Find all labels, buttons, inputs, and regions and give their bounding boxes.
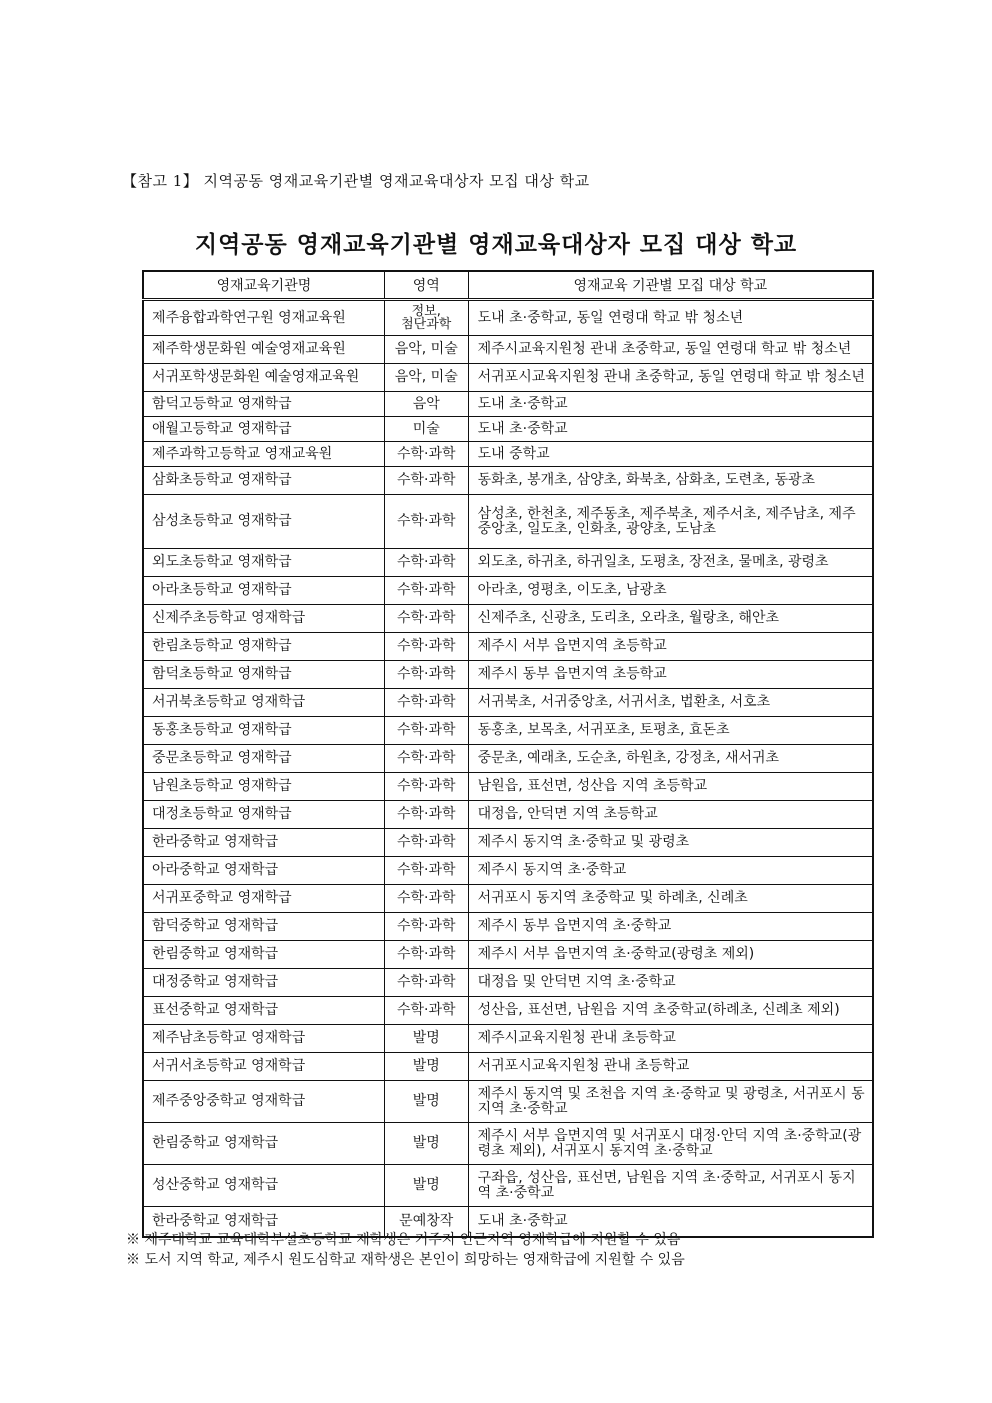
institution-cell: 아라초등학교 영재학급 bbox=[143, 577, 384, 605]
target-schools-cell: 성산읍, 표선면, 남원읍 지역 초중학교(하례초, 신례초 제외) bbox=[468, 997, 873, 1025]
target-schools-cell: 도내 초·중학교 bbox=[468, 392, 873, 417]
table-row bbox=[143, 689, 873, 717]
table-row bbox=[143, 773, 873, 801]
institution-cell: 성산중학교 영재학급 bbox=[143, 1165, 384, 1207]
institution-cell: 서귀서초등학교 영재학급 bbox=[143, 1053, 384, 1081]
target-schools-cell: 도내 초·중학교 bbox=[468, 1207, 873, 1237]
field-cell bbox=[384, 364, 468, 392]
institution-cell: 한라중학교 영재학급 bbox=[143, 1207, 384, 1237]
table-row bbox=[143, 633, 873, 661]
institution-cell: 제주과학고등학교 영재교육원 bbox=[143, 442, 384, 467]
institution-cell: 아라중학교 영재학급 bbox=[143, 857, 384, 885]
field-cell bbox=[384, 336, 468, 364]
institution-cell: 한림중학교 영재학급 bbox=[143, 1123, 384, 1165]
field-cell bbox=[384, 577, 468, 605]
field-label: 수학·과학 bbox=[396, 513, 456, 529]
table-row bbox=[143, 1053, 873, 1081]
field-label: 수학·과학 bbox=[396, 862, 456, 878]
table-row bbox=[143, 467, 873, 495]
field-label: 수학·과학 bbox=[396, 778, 456, 794]
target-schools-cell: 제주시 동지역 및 조천읍 지역 초·중학교 및 광령초, 서귀포시 동지역 초·중학교 bbox=[468, 1081, 873, 1123]
table-row bbox=[143, 605, 873, 633]
institution-cell: 애월고등학교 영재학급 bbox=[143, 417, 384, 442]
field-cell bbox=[384, 392, 468, 417]
target-schools-cell: 제주시 서부 읍면지역 및 서귀포시 대정·안덕 지역 초·중학교(광령초 제외), 서귀포시 동지역 초·중학교 bbox=[468, 1123, 873, 1165]
field-cell bbox=[384, 885, 468, 913]
field-label: 수학·과학 bbox=[396, 806, 456, 822]
target-schools-cell: 구좌읍, 성산읍, 표선면, 남원읍 지역 초·중학교, 서귀포시 동지역 초·중학교 bbox=[468, 1165, 873, 1207]
field-cell bbox=[384, 1123, 468, 1165]
field-cell bbox=[384, 605, 468, 633]
institution-cell: 삼화초등학교 영재학급 bbox=[143, 467, 384, 495]
target-schools-cell: 제주시 서부 읍면지역 초등학교 bbox=[468, 633, 873, 661]
table-row bbox=[143, 577, 873, 605]
institution-cell: 제주융합과학연구원 영재교육원 bbox=[143, 300, 384, 336]
target-schools-cell: 도내 초·중학교, 동일 연령대 학교 밖 청소년 bbox=[468, 300, 873, 336]
institution-cell: 함덕초등학교 영재학급 bbox=[143, 661, 384, 689]
field-cell bbox=[384, 857, 468, 885]
table-header-row bbox=[143, 271, 873, 300]
table-row bbox=[143, 442, 873, 467]
target-schools-cell: 서귀포시교육지원청 관내 초등학교 bbox=[468, 1053, 873, 1081]
institution-cell: 중문초등학교 영재학급 bbox=[143, 745, 384, 773]
institution-cell: 남원초등학교 영재학급 bbox=[143, 773, 384, 801]
field-label: 수학·과학 bbox=[396, 890, 456, 906]
target-schools-cell: 삼성초, 한천초, 제주동초, 제주북초, 제주서초, 제주남초, 제주중앙초, 일도초, 인화초, 광양초, 도남초 bbox=[468, 495, 873, 549]
institution-cell: 제주중앙중학교 영재학급 bbox=[143, 1081, 384, 1123]
field-label: 수학·과학 bbox=[396, 638, 456, 654]
institution-cell: 표선중학교 영재학급 bbox=[143, 997, 384, 1025]
field-label: 수학·과학 bbox=[396, 666, 456, 682]
field-label: 음악 bbox=[412, 395, 440, 412]
field-cell bbox=[384, 773, 468, 801]
footnote: ※ 도서 지역 학교, 제주시 원도심학교 재학생은 본인이 희망하는 영재학급에 지원할 수 있음 bbox=[126, 1252, 685, 1268]
field-label: 수학·과학 bbox=[396, 472, 456, 488]
institution-cell: 제주남초등학교 영재학급 bbox=[143, 1025, 384, 1053]
field-label: 문예창작 bbox=[399, 1212, 454, 1229]
field-label: 수학·과학 bbox=[396, 1002, 456, 1018]
field-label: 발명 bbox=[412, 1093, 440, 1109]
table-row bbox=[143, 549, 873, 577]
field-cell bbox=[384, 801, 468, 829]
target-schools-cell: 제주시 동부 읍면지역 초등학교 bbox=[468, 661, 873, 689]
target-schools-cell: 제주시 동지역 초·중학교 및 광령초 bbox=[468, 829, 873, 857]
field-label: 수학·과학 bbox=[396, 694, 456, 710]
field-label: 음악, 미술 bbox=[394, 369, 458, 385]
table-row bbox=[143, 913, 873, 941]
table-row bbox=[143, 661, 873, 689]
target-schools-cell: 동홍초, 보목초, 서귀포초, 토평초, 효돈초 bbox=[468, 717, 873, 745]
field-cell bbox=[384, 1165, 468, 1207]
institution-cell: 외도초등학교 영재학급 bbox=[143, 549, 384, 577]
institution-cell: 신제주초등학교 영재학급 bbox=[143, 605, 384, 633]
target-schools-cell: 중문초, 예래초, 도순초, 하원초, 강정초, 새서귀초 bbox=[468, 745, 873, 773]
target-schools-cell: 서귀포시 동지역 초중학교 및 하례초, 신례초 bbox=[468, 885, 873, 913]
field-cell bbox=[384, 829, 468, 857]
institution-cell: 동홍초등학교 영재학급 bbox=[143, 717, 384, 745]
header-field: 영역 bbox=[384, 271, 468, 300]
field-label: 미술 bbox=[412, 420, 440, 437]
table-row bbox=[143, 1081, 873, 1123]
table-row bbox=[143, 495, 873, 549]
table-row bbox=[143, 300, 873, 336]
reference-heading: 【참고 1】 지역공동 영재교육기관별 영재교육대상자 모집 대상 학교 bbox=[122, 172, 590, 190]
target-schools-cell: 아라초, 영평초, 이도초, 남광초 bbox=[468, 577, 873, 605]
field-label: 발명 bbox=[412, 1177, 440, 1193]
field-cell bbox=[384, 689, 468, 717]
field-cell bbox=[384, 913, 468, 941]
field-label: 발명 bbox=[412, 1030, 440, 1046]
table-row bbox=[143, 392, 873, 417]
footnote: ※ 제주대학교 교육대학부설초등학교 재학생은 거주지 인근지역 영재학급에 지원할 수 있음 bbox=[126, 1232, 681, 1248]
table-row bbox=[143, 717, 873, 745]
table-body bbox=[143, 300, 873, 1237]
footnotes bbox=[126, 1230, 685, 1270]
field-cell bbox=[384, 969, 468, 997]
field-label: 수학·과학 bbox=[396, 834, 456, 850]
table-row bbox=[143, 997, 873, 1025]
target-schools-cell: 대정읍, 안덕면 지역 초등학교 bbox=[468, 801, 873, 829]
recruitment-table bbox=[142, 270, 874, 1238]
target-schools-cell: 동화초, 봉개초, 삼양초, 화북초, 삼화초, 도련초, 동광초 bbox=[468, 467, 873, 495]
field-cell bbox=[384, 417, 468, 442]
field-label: 수학·과학 bbox=[396, 918, 456, 934]
target-schools-cell: 제주시 동지역 초·중학교 bbox=[468, 857, 873, 885]
target-schools-cell: 신제주초, 신광초, 도리초, 오라초, 월랑초, 해안초 bbox=[468, 605, 873, 633]
header-institution: 영재교육기관명 bbox=[143, 271, 384, 300]
institution-cell: 제주학생문화원 예술영재교육원 bbox=[143, 336, 384, 364]
field-cell bbox=[384, 997, 468, 1025]
field-cell bbox=[384, 661, 468, 689]
target-schools-cell: 남원읍, 표선면, 성산읍 지역 초등학교 bbox=[468, 773, 873, 801]
field-label: 수학·과학 bbox=[396, 946, 456, 962]
field-label: 수학·과학 bbox=[396, 974, 456, 990]
header-target-schools: 영재교육 기관별 모집 대상 학교 bbox=[468, 271, 873, 300]
field-cell bbox=[384, 495, 468, 549]
target-schools-cell: 도내 중학교 bbox=[468, 442, 873, 467]
target-schools-cell: 서귀북초, 서귀중앙초, 서귀서초, 법환초, 서호초 bbox=[468, 689, 873, 717]
target-schools-cell: 제주시교육지원청 관내 초중학교, 동일 연령대 학교 밖 청소년 bbox=[468, 336, 873, 364]
institution-cell: 서귀북초등학교 영재학급 bbox=[143, 689, 384, 717]
table-row bbox=[143, 1025, 873, 1053]
field-label: 수학·과학 bbox=[396, 554, 456, 570]
institution-cell: 한라중학교 영재학급 bbox=[143, 829, 384, 857]
target-schools-cell: 제주시교육지원청 관내 초등학교 bbox=[468, 1025, 873, 1053]
table-row bbox=[143, 745, 873, 773]
institution-cell: 한림중학교 영재학급 bbox=[143, 941, 384, 969]
field-label: 수학·과학 bbox=[396, 445, 456, 462]
target-schools-cell: 대정읍 및 안덕면 지역 초·중학교 bbox=[468, 969, 873, 997]
table-row bbox=[143, 1123, 873, 1165]
institution-cell: 삼성초등학교 영재학급 bbox=[143, 495, 384, 549]
table-row bbox=[143, 364, 873, 392]
table-row bbox=[143, 857, 873, 885]
institution-cell: 서귀포학생문화원 예술영재교육원 bbox=[143, 364, 384, 392]
field-cell bbox=[384, 1025, 468, 1053]
field-cell bbox=[384, 300, 468, 336]
field-label: 수학·과학 bbox=[396, 582, 456, 598]
field-cell bbox=[384, 941, 468, 969]
institution-cell: 한림초등학교 영재학급 bbox=[143, 633, 384, 661]
table-row bbox=[143, 336, 873, 364]
page-title: 지역공동 영재교육기관별 영재교육대상자 모집 대상 학교 bbox=[194, 231, 798, 258]
institution-cell: 함덕고등학교 영재학급 bbox=[143, 392, 384, 417]
table-row bbox=[143, 885, 873, 913]
field-cell bbox=[384, 717, 468, 745]
institution-cell: 함덕중학교 영재학급 bbox=[143, 913, 384, 941]
field-label: 발명 bbox=[412, 1058, 440, 1074]
table-row bbox=[143, 801, 873, 829]
target-schools-cell: 제주시 서부 읍면지역 초·중학교(광령초 제외) bbox=[468, 941, 873, 969]
field-label: 정보, 첨단과학 bbox=[401, 303, 452, 332]
institution-cell: 대정초등학교 영재학급 bbox=[143, 801, 384, 829]
table-row bbox=[143, 1165, 873, 1207]
field-label: 수학·과학 bbox=[396, 750, 456, 766]
field-cell bbox=[384, 1053, 468, 1081]
target-schools-cell: 서귀포시교육지원청 관내 초중학교, 동일 연령대 학교 밖 청소년 bbox=[468, 364, 873, 392]
field-cell bbox=[384, 1081, 468, 1123]
field-cell bbox=[384, 442, 468, 467]
field-label: 수학·과학 bbox=[396, 610, 456, 626]
table-row bbox=[143, 969, 873, 997]
field-cell bbox=[384, 549, 468, 577]
institution-cell: 서귀포중학교 영재학급 bbox=[143, 885, 384, 913]
institution-cell: 대정중학교 영재학급 bbox=[143, 969, 384, 997]
field-label: 발명 bbox=[412, 1135, 440, 1151]
field-label: 음악, 미술 bbox=[394, 341, 458, 357]
field-label: 수학·과학 bbox=[396, 722, 456, 738]
field-cell bbox=[384, 745, 468, 773]
table-row bbox=[143, 829, 873, 857]
target-schools-cell: 외도초, 하귀초, 하귀일초, 도평초, 장전초, 물메초, 광령초 bbox=[468, 549, 873, 577]
field-cell bbox=[384, 467, 468, 495]
field-cell bbox=[384, 633, 468, 661]
target-schools-cell: 제주시 동부 읍면지역 초·중학교 bbox=[468, 913, 873, 941]
target-schools-cell: 도내 초·중학교 bbox=[468, 417, 873, 442]
table-row bbox=[143, 941, 873, 969]
table-row bbox=[143, 417, 873, 442]
